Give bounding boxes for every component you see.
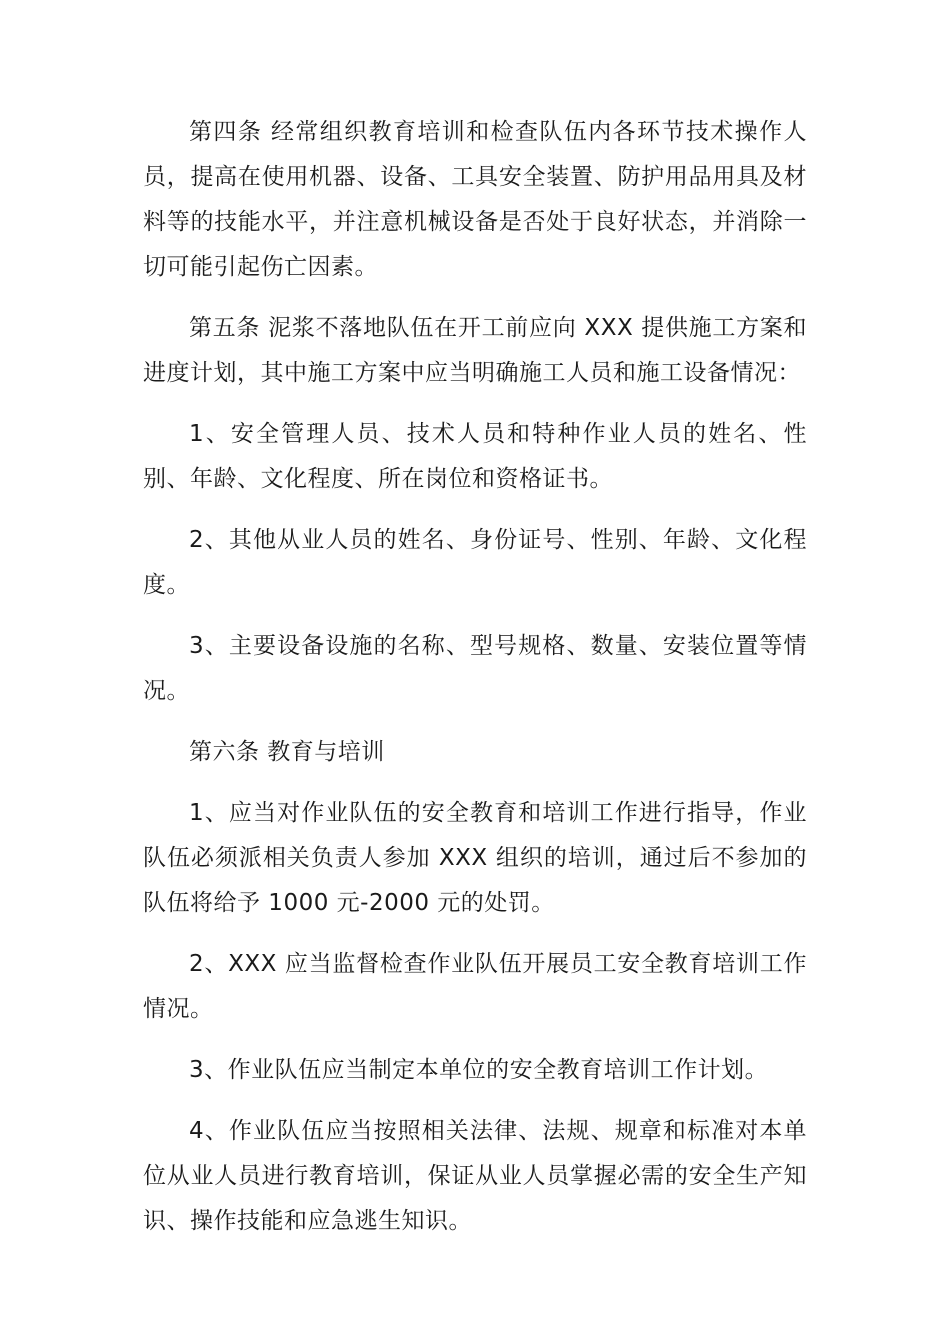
- article-4-paragraph: 第四条 经常组织教育培训和检查队伍内各环节技术操作人员，提高在使用机器、设备、工具安全装置、防护用品用具及材料等的技能水平，并注意机械设备是否处于良好状态，并消除一切可能引起伤亡因素。: [143, 119, 807, 280]
- article-5-item-2: 2、其他从业人员的姓名、身份证号、性别、年龄、文化程度。: [143, 527, 807, 598]
- article-6-item-1: 1、应当对作业队伍的安全教育和培训工作进行指导，作业队伍必须派相关负责人参加 XXX 组织的培训，通过后不参加的队伍将给予 1000 元-2000 元的处罚。: [143, 800, 807, 916]
- article-5-item-3: 3、主要设备设施的名称、型号规格、数量、安装位置等情况。: [143, 633, 807, 704]
- document-body: [143, 110, 807, 1260]
- article-6-item-3: 3、作业队伍应当制定本单位的安全教育培训工作计划。: [189, 1057, 769, 1083]
- article-5-item-1: 1、安全管理人员、技术人员和特种作业人员的姓名、性别、年龄、文化程度、所在岗位和资格证书。: [143, 421, 807, 492]
- article-6-heading: 第六条 教育与培训: [189, 739, 385, 765]
- article-5-paragraph: 第五条 泥浆不落地队伍在开工前应向 XXX 提供施工方案和进度计划，其中施工方案中应当明确施工人员和施工设备情况：: [143, 315, 807, 386]
- article-6-item-4: 4、作业队伍应当按照相关法律、法规、规章和标准对本单位从业人员进行教育培训，保证从业人员掌握必需的安全生产知识、操作技能和应急逃生知识。: [143, 1118, 807, 1234]
- article-6-item-2: 2、XXX 应当监督检查作业队伍开展员工安全教育培训工作情况。: [143, 951, 807, 1022]
